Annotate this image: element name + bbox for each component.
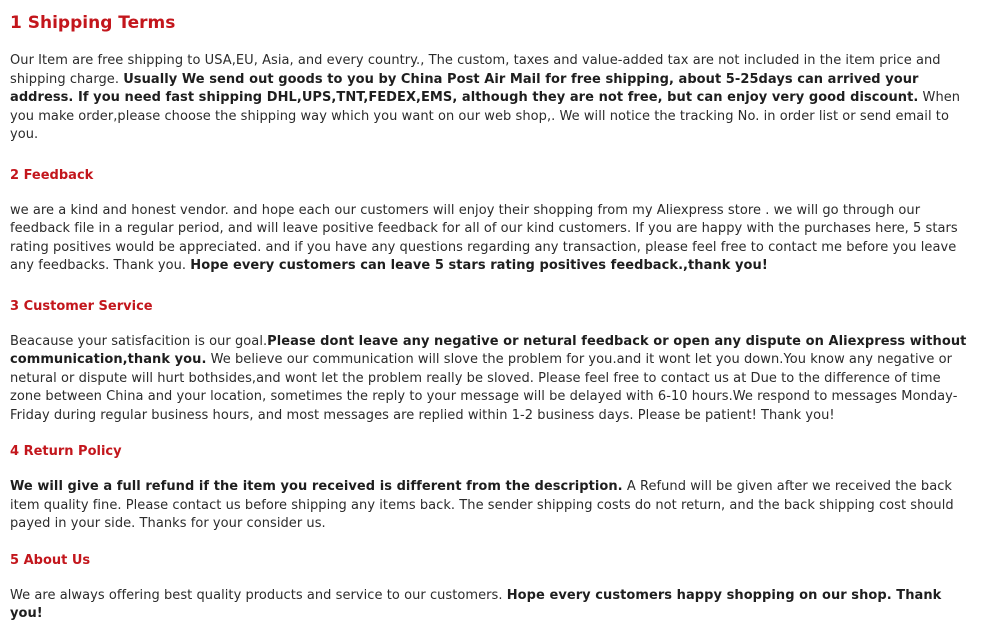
feedback-text [10,202,973,276]
shipping-terms-text [10,52,973,145]
return-policy-text-emphasis: We will give a full refund if the item you received is different from the description. [10,479,623,494]
customer-service-text-intro: Beacause your satisfacition is our goal. [10,333,268,349]
shipping-terms-text-outro: When you make order,please choose the shipping way which you want on our web shop,. We will notice the tracking No. in order list or send email to you. [10,90,961,142]
feedback-text-emphasis: Hope every customers can leave 5 stars rating positives feedback.,thank you! [190,258,768,273]
return-policy-heading: 4 Return Policy [10,444,122,459]
about-us-heading: 5 About Us [10,552,91,568]
return-policy-text [10,478,973,534]
about-us-text-emphasis: Hope every customers happy shopping on our shop. Thank you! [10,587,942,621]
about-us-text-body: We are always offering best quality products and service to our customers. [10,587,507,603]
customer-service-text [10,333,973,426]
shipping-terms-text-emphasis: Usually We send out goods to you by China Post Air Mail for free shipping, about 5-25days can arrived your address. If you need fast shipping DHL,UPS,TNT,FEDEX,EMS, although they are not free, but can enjoy very good discount. [10,71,919,105]
customer-service-heading: 3 Customer Service [10,298,153,314]
return-policy-text-body: A Refund will be given after we received the back item quality fine. Please contact us before shipping any items back. The sender shipping costs do not return, and the back shipping cost should payed in your side. Thanks for your consider us. [10,479,954,531]
shipping-terms-text-intro: Our Item are free shipping to USA,EU, Asia, and every country., The custom, taxes and value-added tax are not included in the item price and shipping charge. [10,53,941,87]
shipping-terms-heading: 1 Shipping Terms [10,13,176,33]
customer-service-text-emphasis: Please dont leave any negative or netural feedback or open any dispute on Aliexpress without communication,thank you. [10,333,967,367]
customer-service-text-body: We believe our communication will slove the problem for you.and it wont let you down.You know any negative or netural or dispute will hurt bothsides,and wont let the problem really be sloved. Please feel free to contact us at Due to the difference of time zone between China and your location, sometimes the reply to your message will be delayed with 6-10 hours.We respond to messages Monday-Friday during regular business hours, and most messages are replied within 1-2 business days. Please be patient! Thank you! [10,352,958,423]
about-us-text [10,587,973,624]
feedback-heading: 2 Feedback [10,167,94,183]
feedback-text-body: we are a kind and honest vendor. and hope each our customers will enjoy their shopping from my Aliexpress store . we will go through our feedback file in a regular period, and will leave positive feedback for all of our kind customers. If you are happy with the purchases here, 5 stars rating positives would be appreciated. and if you have any questions regarding any transaction, please feel free to contact me before you leave any feedbacks. Thank you. [10,202,958,273]
